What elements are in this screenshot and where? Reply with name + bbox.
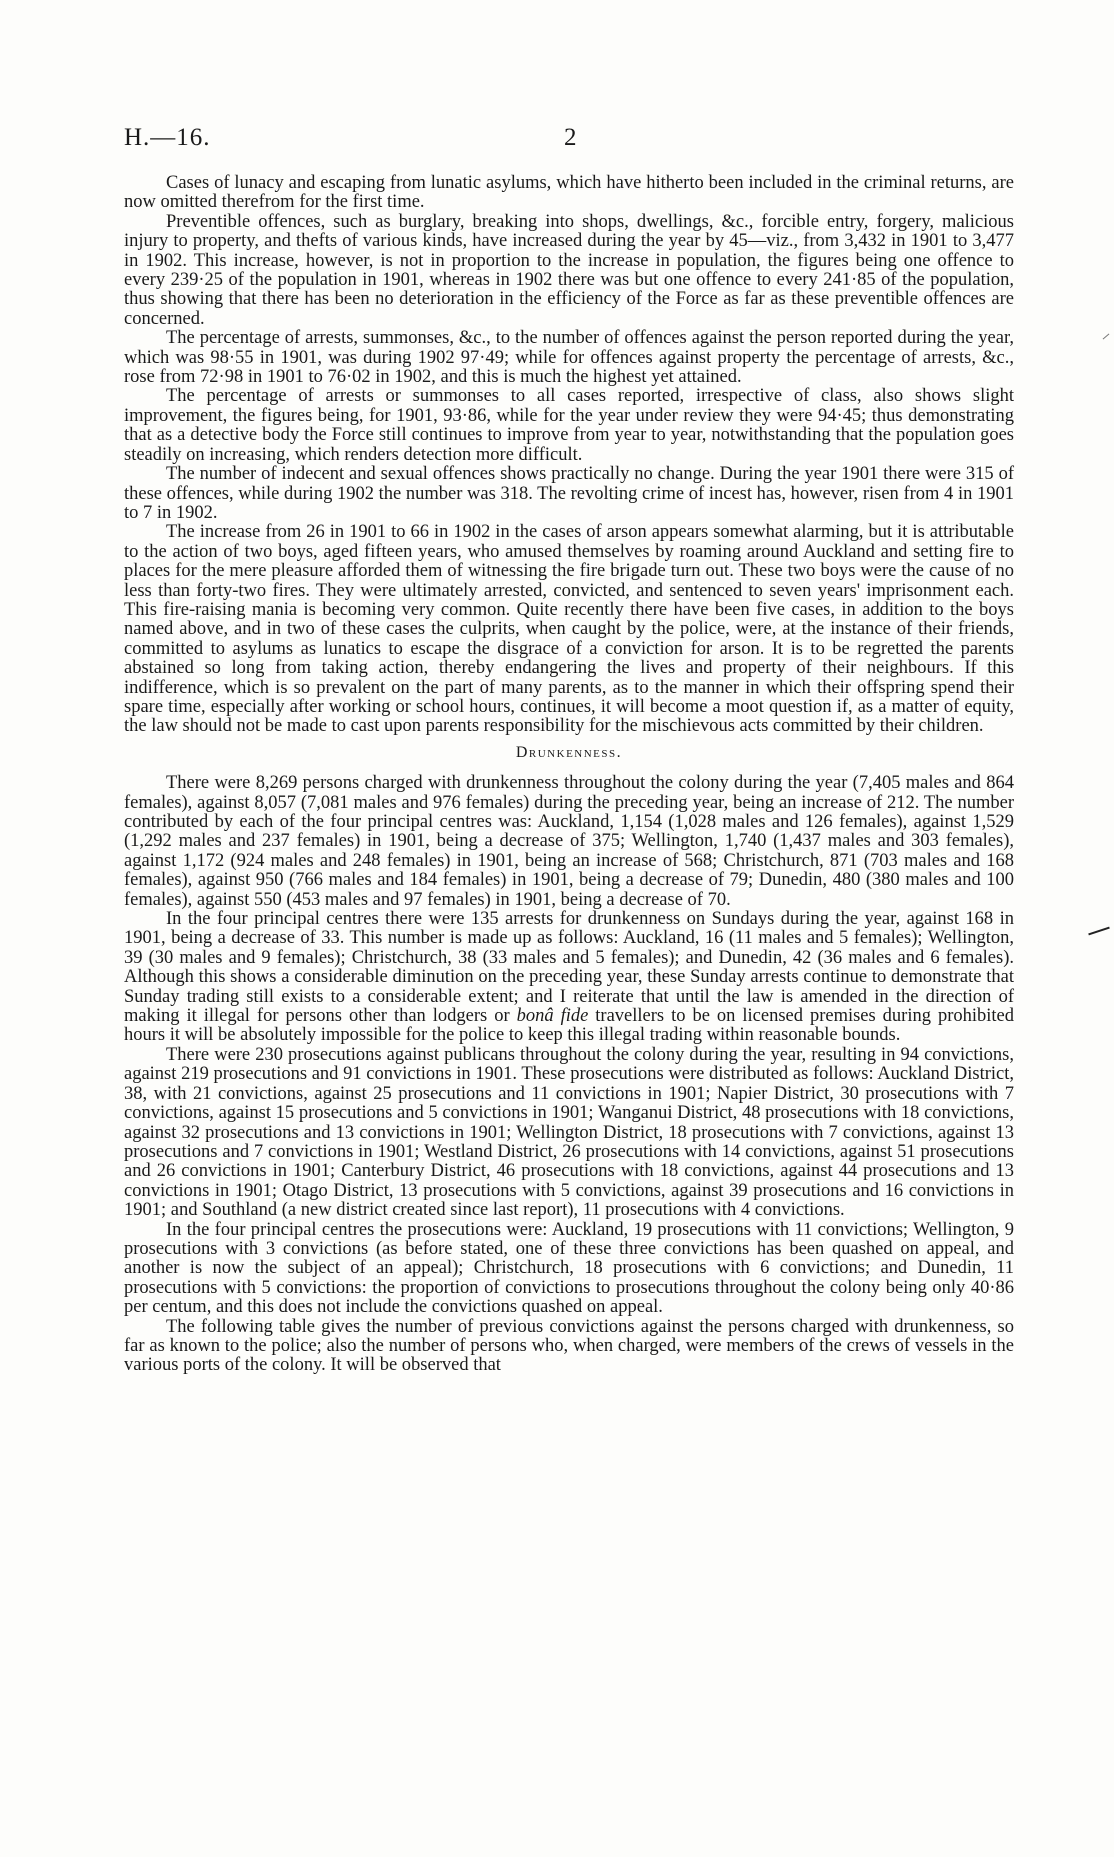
paragraph-lunacy: Cases of lunacy and escaping from lunatic asylums, which have hitherto been included in the criminal returns, are now omitted therefrom for the first time.: [124, 173, 1014, 213]
page-header: [124, 124, 1014, 164]
paragraph-preventible-offences: Preventible offences, such as burglary, breaking into shops, dwellings, &c., forcible entry, forgery, malicious injury to property, and thefts of various kinds, have increased during the year by 45—viz., from 3,432 in 1901 to 3,477 in 1902. This increase, however, is not in proportion to the increase in population, the figures being one offence to every 239·25 of the population in 1901, whereas in 1902 there was but one offence to every 241·85 of the population, thus showing that there has been no deterioration in the efficiency of the Force as far as these preventible offences are concerned.: [124, 211, 1014, 329]
sunday-arrests-text-end: travellers to be on licensed premises during prohibited hours it will be absolutely impossible for the police to keep this illegal trading within reasonable bounds.: [124, 1006, 1014, 1046]
paragraph-sunday-arrests: [124, 910, 1014, 1046]
paragraph-overall-percentage: The percentage of arrests or summonses to all cases reported, irrespective of class, also shows slight improvement, the figures being, for 1901, 93·86, while for the year under review they were 94·45; thus demonstrating that as a detective body the Force still continues to improve from year to year, notwithstanding that the population goes steadily on increasing, which renders detection more difficult.: [124, 386, 1014, 465]
sunday-arrests-text-start: In the four principal centres there were 135 arrests for drunkenness on Sundays during the year, against 168 in 1901, being a decrease of 33. This number is made up as follows: Auckland, 16 (11 males and 5 females); Wellington, 39 (30 males and 9 females); Christchurch, 38 (33 males and 5 females); and Dunedin, 42 (36 males and 6 females). Although this shows a considerable diminution on the preceding year, these Sunday arrests continue to demonstrate that Sunday trading still exists to a considerable extent; and I reiterate that until the law is amended in the direction of making it illegal for persons other than lodgers or: [124, 909, 1014, 1027]
paragraph-indecent-offences: The number of indecent and sexual offences shows practically no change. During the year 1901 there were 315 of these offences, while during 1902 the number was 318. The revolting crime of incest has, however, risen from 4 in 1901 to 7 in 1902.: [124, 464, 1014, 523]
document-reference: H.—16.: [124, 124, 211, 151]
paragraph-previous-convictions-table-intro: The following table gives the number of previous convictions against the persons charged with drunkenness, so far as known to the police; also the number of persons who, when charged, were members of the crews of vessels in the various ports of the colony. It will be observed that: [124, 1316, 1014, 1376]
paragraph-publican-prosecutions: There were 230 prosecutions against publicans throughout the colony during the year, resulting in 94 convictions, against 219 prosecutions and 91 convictions in 1901. These prosecutions were distributed as follows: Auckland District, 38, with 21 convictions, against 25 prosecutions and 11 convictions in 1901; Napier District, 30 prosecutions with 7 convictions, against 15 prosecutions and 5 convictions in 1901; Wanganui District, 48 prosecutions with 18 convictions, against 32 prosecutions and 13 convictions in 1901; Wellington District, 18 prosecutions with 7 convictions, against 13 prosecutions and 7 convictions in 1901; Westland District, 26 prosecutions with 14 convictions, against 51 prosecutions and 26 convictions in 1901; Canterbury District, 46 prosecutions with 18 convictions, against 44 prosecutions and 13 convictions in 1901; Otago District, 13 prosecutions with 5 convictions, against 39 prosecutions and 16 convictions in 1901; and Southland (a new district created since last report), 11 prosecutions with 4 convictions.: [124, 1044, 1014, 1221]
page-number: 2: [564, 124, 577, 151]
paragraph-arrest-percentage: The percentage of arrests, summonses, &c., to the number of offences against the person reported during the year, which was 98·55 in 1901, was during 1902 97·49; while for offences against property the percentage of arrests, &c., rose from 72·98 in 1901 to 76·02 in 1902, and this is much the highest yet attained.: [124, 328, 1014, 388]
margin-mark-right: [1088, 927, 1110, 936]
margin-mark-top: [1103, 334, 1110, 340]
bona-fide-italic: bonâ fide: [516, 1006, 589, 1027]
paragraph-arson: The increase from 26 in 1901 to 66 in 1902 in the cases of arson appears somewhat alarming, but it is attributable to the action of two boys, aged fifteen years, who amused themselves by roaming around Auckland and setting fire to places for the mere pleasure afforded them of witnessing the fire brigade turn out. These two boys were the cause of no less than forty-two fires. They were ultimately arrested, convicted, and sentenced to seven years' imprisonment each. This fire-raising mania is becoming very common. Quite recently there have been five cases, in addition to the boys named above, and in two of these cases the culprits, when caught by the police, were, at the instance of their friends, committed to asylums as lunatics to escape the disgrace of a conviction for arson. It is to be regretted the parents abstained so long from taking action, thereby endangering the lives and property of their neighbours. If this indifference, which is so prevalent on the part of many parents, as to the manner in which their offspring spend their spare time, especially after working or school hours, continues, it will become a moot question if, as a matter of equity, the law should not be made to cast upon parents responsibility for the mischievous acts committed by their children.: [124, 522, 1014, 737]
section-heading-drunkenness: Drunkenness.: [515, 743, 623, 761]
paragraph-principal-centres-prosecutions: In the four principal centres the prosecutions were: Auckland, 19 prosecutions with 11 convictions; Wellington, 9 prosecutions with 3 convictions (as before stated, one of these three convictions has been quashed on appeal, and another is now the subject of an appeal); Christchurch, 18 prosecutions with 6 convictions; and Dunedin, 11 prosecutions with 5 convictions: the proportion of convictions to prosecutions throughout the colony being only 40·86 per centum, and this does not include the convictions quashed on appeal.: [124, 1219, 1014, 1318]
paragraph-drunkenness-totals: There were 8,269 persons charged with drunkenness throughout the colony during the year (7,405 males and 864 females), against 8,057 (7,081 males and 976 females) during the preceding year, being an increase of 212. The number contributed by each of the four principal centres was: Auckland, 1,154 (1,028 males and 126 females), against 1,529 (1,292 males and 237 females) in 1901, being a decrease of 375; Wellington, 1,740 (1,437 males and 303 females), against 1,172 (924 males and 248 females) in 1901, being an increase of 568; Christchurch, 871 (703 males and 168 females), against 950 (766 males and 184 females) in 1901, being a decrease of 79; Dunedin, 480 (380 males and 100 females), against 550 (453 males and 97 females) in 1901, being a decrease of 70.: [124, 773, 1014, 910]
document-body: [124, 174, 1014, 1376]
